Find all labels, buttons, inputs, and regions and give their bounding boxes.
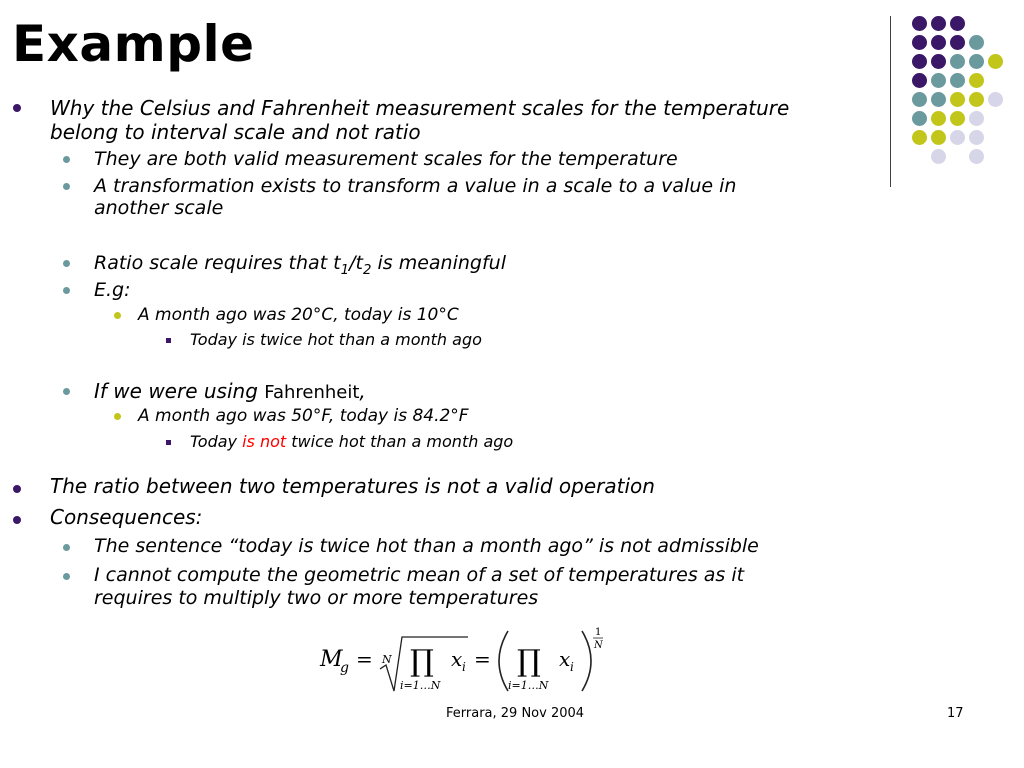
formula-term-sub: i xyxy=(462,660,466,674)
formula-graphic xyxy=(318,623,618,695)
formula-lhs: M xyxy=(320,647,343,672)
decoration-dot xyxy=(912,54,927,69)
bullet-icon xyxy=(166,338,171,343)
decoration-dot xyxy=(931,111,946,126)
decoration-dot xyxy=(969,35,984,50)
ratio-scale-item: Ratio scale requires that $t_1/t_2$ is meaningful xyxy=(94,252,506,278)
decoration-dot xyxy=(950,54,965,69)
bullet-icon xyxy=(63,573,70,580)
footer-text: Ferrara, 29 Nov 2004 xyxy=(446,706,585,721)
transform-line-1: A transformation exists to transform a value in a scale to a value in xyxy=(94,175,737,197)
ratio-invalid-item: The ratio between two temperatures is not a valid operation xyxy=(50,474,655,498)
decoration-dot xyxy=(988,54,1003,69)
page-number: 17 xyxy=(947,706,964,721)
decoration-dot xyxy=(931,149,946,164)
decoration-dot xyxy=(912,35,927,50)
formula-product: ∏ xyxy=(410,644,434,679)
fahrenheit-conclusion-item: Today is not twice hot than a month ago xyxy=(190,432,514,451)
fahrenheit-example-item: A month ago was 50°F, today is 84.2°F xyxy=(138,406,469,426)
transform-line-2: another scale xyxy=(94,197,224,219)
bullet-icon xyxy=(114,312,121,319)
bullet-icon xyxy=(63,287,70,294)
decoration-dot xyxy=(950,92,965,107)
formula-term: x xyxy=(451,647,463,671)
decoration-dot xyxy=(950,16,965,31)
paren-left-icon xyxy=(499,631,508,691)
geometric-mean-line-1: I cannot compute the geometric mean of a set of temperatures as it xyxy=(94,564,745,586)
decoration-dot xyxy=(950,130,965,145)
fahrenheit-item: If we were using Fahrenheit, xyxy=(94,379,366,403)
eg-item: E.g: xyxy=(94,279,131,301)
decoration-dot xyxy=(969,54,984,69)
decoration-dot xyxy=(912,16,927,31)
geometric-mean-line-2: requires to multiply two or more temperatures xyxy=(94,587,539,609)
formula-exp-num: 1 xyxy=(595,627,602,638)
formula-term-2: x xyxy=(559,647,571,671)
decoration-dot xyxy=(931,130,946,145)
question-line-2: belong to interval scale and not ratio xyxy=(50,120,421,144)
bullet-icon xyxy=(13,516,21,524)
bullet-icon xyxy=(13,104,21,112)
decoration-dot xyxy=(931,92,946,107)
formula-product-2: ∏ xyxy=(517,644,541,679)
formula-exp-den: N xyxy=(594,640,603,651)
decoration-dot xyxy=(950,73,965,88)
formula-lhs-sub: g xyxy=(340,660,349,676)
celsius-example-item: A month ago was 20°C, today is 10°C xyxy=(138,305,459,325)
paren-right-icon xyxy=(582,631,591,691)
decoration-dot xyxy=(950,35,965,50)
bullet-icon xyxy=(63,388,70,395)
celsius-conclusion-item: Today is twice hot than a month ago xyxy=(190,330,482,349)
bullet-icon xyxy=(114,413,121,420)
decoration-dot xyxy=(931,35,946,50)
consequences-item: Consequences: xyxy=(50,505,203,529)
decoration-dot xyxy=(969,111,984,126)
formula-root-index: N xyxy=(382,653,392,666)
question-line-1: Why the Celsius and Fahrenheit measurement scales for the temperature xyxy=(50,96,790,120)
formula-range: i=1…N xyxy=(400,679,441,692)
decoration-dot xyxy=(950,111,965,126)
decoration-dot xyxy=(969,73,984,88)
decoration-dot xyxy=(969,130,984,145)
decoration-dot xyxy=(931,54,946,69)
decoration-dot xyxy=(988,92,1003,107)
bullet-icon xyxy=(13,485,21,493)
valid-scales-item: They are both valid measurement scales for the temperature xyxy=(94,148,678,170)
sentence-item: The sentence “today is twice hot than a month ago” is not admissible xyxy=(94,535,759,557)
bullet-icon xyxy=(63,156,70,163)
decoration-dot xyxy=(931,73,946,88)
bullet-icon xyxy=(63,544,70,551)
decoration-dot xyxy=(969,92,984,107)
slide-title: Example xyxy=(12,15,255,73)
bullet-icon xyxy=(63,183,70,190)
decoration-dot xyxy=(912,130,927,145)
formula-range-2: i=1…N xyxy=(508,679,549,692)
decoration-dot xyxy=(912,111,927,126)
formula-equals: = xyxy=(356,647,373,671)
formula-term-sub-2: i xyxy=(570,660,574,674)
decoration-dot xyxy=(912,73,927,88)
decoration-dot xyxy=(969,149,984,164)
decoration-dot xyxy=(931,16,946,31)
bullet-icon xyxy=(166,440,171,445)
decoration-dot xyxy=(912,92,927,107)
bullet-icon xyxy=(63,260,70,267)
geometric-mean-formula xyxy=(318,623,618,695)
formula-equals-2: = xyxy=(474,647,491,671)
